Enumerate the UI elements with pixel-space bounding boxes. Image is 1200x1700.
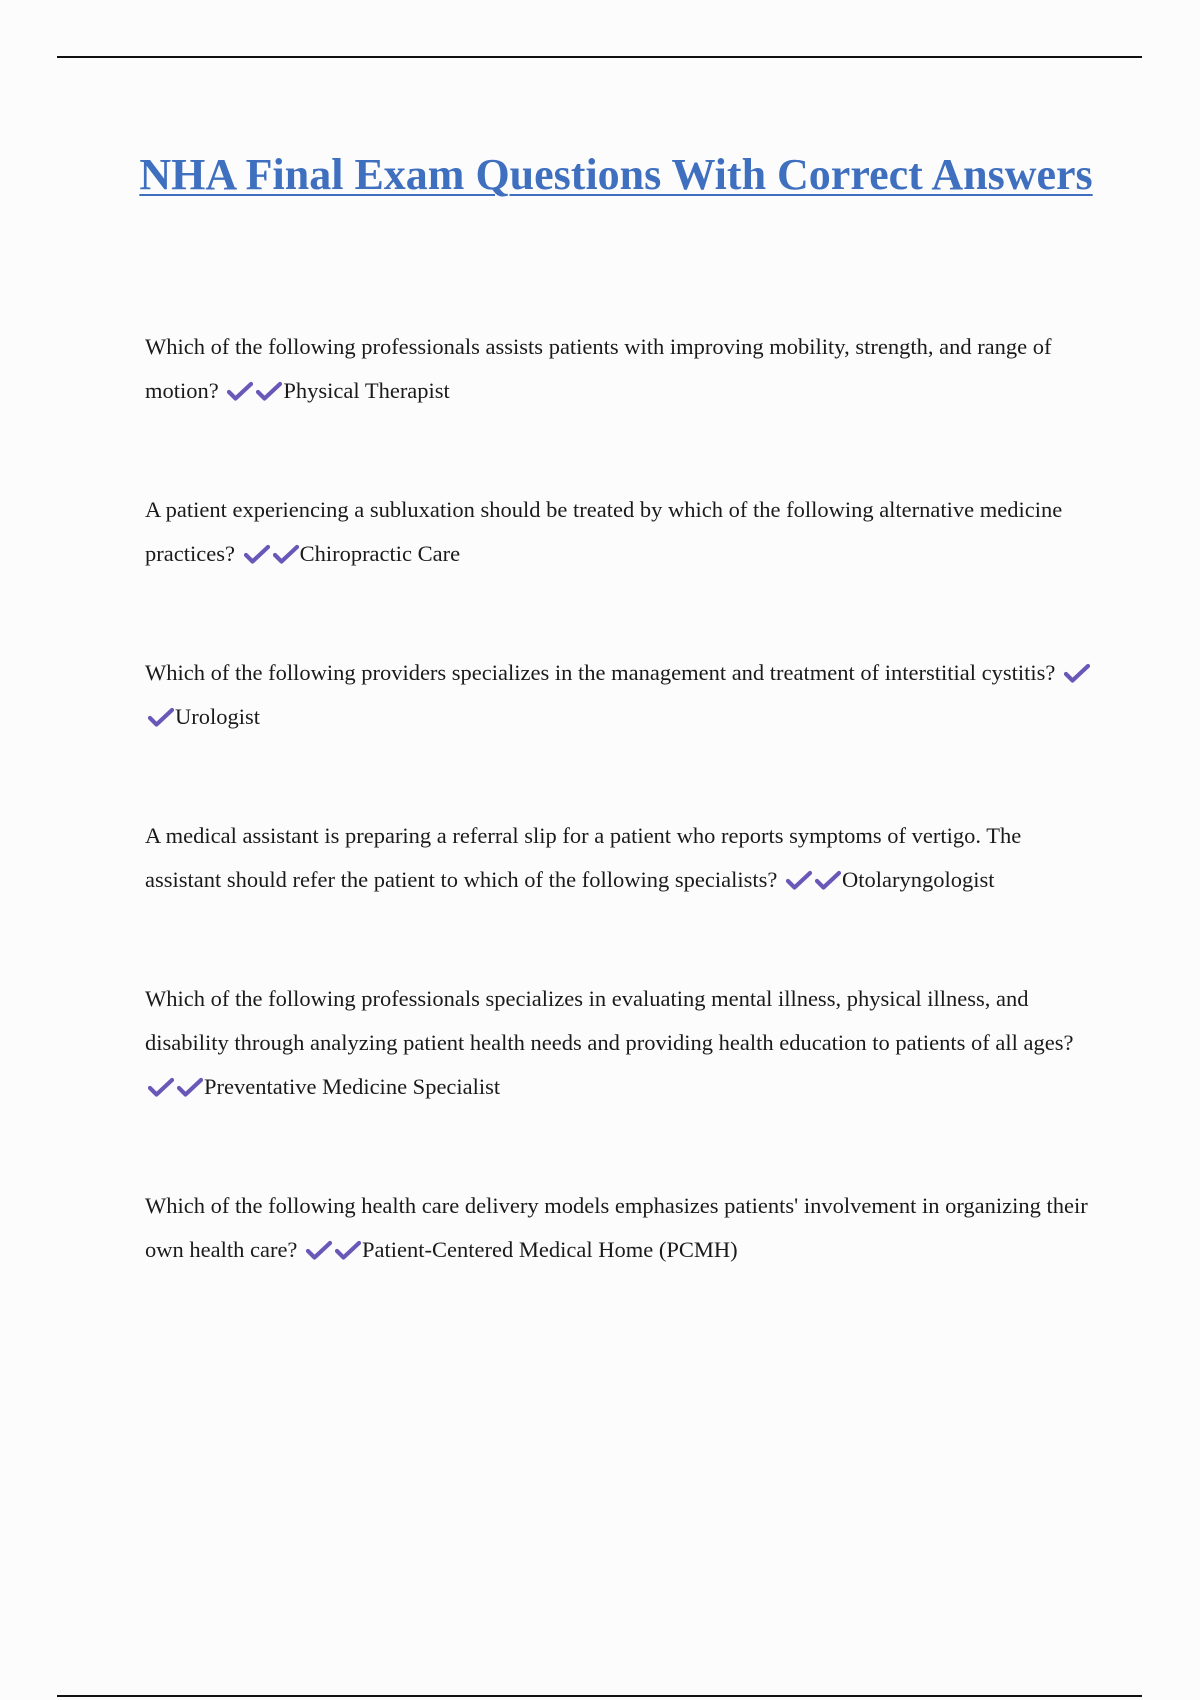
- question-text: Which of the following providers specializes in the management and treatment of interstitial cystitis?: [145, 660, 1056, 685]
- question-text: Which of the following professionals assists patients with improving mobility, strength, and range of motion?: [145, 334, 1052, 403]
- check-icon: [786, 870, 812, 890]
- qa-item: [145, 325, 1095, 413]
- qa-item: [145, 1184, 1095, 1272]
- check-icon: [306, 1240, 332, 1260]
- bottom-rule: [57, 1695, 1142, 1697]
- top-rule: [57, 56, 1142, 58]
- answer-text: Physical Therapist: [283, 378, 450, 403]
- question-text: A patient experiencing a subluxation should be treated by which of the following alternative medicine practices?: [145, 497, 1063, 566]
- check-icon: [815, 870, 841, 890]
- qa-item: [145, 977, 1095, 1109]
- check-icon: [148, 1077, 174, 1097]
- document-title: NHA Final Exam Questions With Correct Answers: [139, 150, 1093, 199]
- question-text: Which of the following professionals specializes in evaluating mental illness, physical illness, and disability through analyzing patient health needs and providing health education to patients of all ages?: [145, 986, 1074, 1055]
- qa-item: [145, 651, 1095, 739]
- check-icon: [335, 1240, 361, 1260]
- answer-text: Chiropractic Care: [299, 541, 461, 566]
- question-text: Which of the following health care delivery models emphasizes patients' involvement in organizing their own health care?: [145, 1193, 1088, 1262]
- answer-text: Urologist: [175, 704, 261, 729]
- question-text: A medical assistant is preparing a referral slip for a patient who reports symptoms of vertigo. The assistant should refer the patient to which of the following specialists?: [145, 823, 1022, 892]
- check-icon: [1064, 663, 1090, 683]
- answer-text: Preventative Medicine Specialist: [204, 1074, 501, 1099]
- check-icon: [244, 544, 270, 564]
- qa-item: [145, 814, 1095, 902]
- check-icon: [148, 707, 174, 727]
- check-icon: [177, 1077, 203, 1097]
- qa-item: [145, 488, 1095, 576]
- qa-list: [145, 325, 1095, 1347]
- answer-text: Otolaryngologist: [841, 867, 995, 892]
- check-icon: [227, 381, 253, 401]
- check-icon: [256, 381, 282, 401]
- answer-text: Patient-Centered Medical Home (PCMH): [362, 1237, 738, 1262]
- check-icon: [273, 544, 299, 564]
